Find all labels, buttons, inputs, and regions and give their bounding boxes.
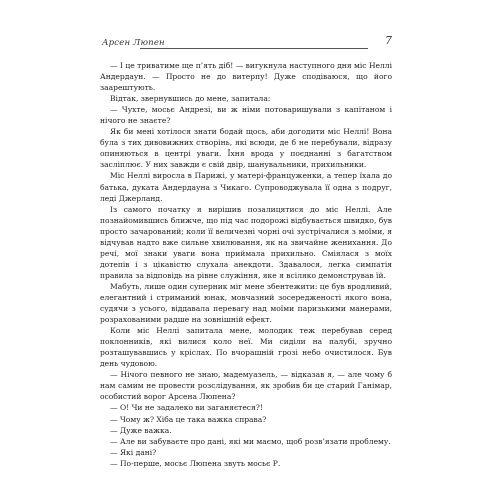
paragraph: — Дуже важка. [110, 425, 172, 435]
paragraph: Як би мені хотілося знати бодай щось, аби догодити міс Неллі! Вона була з тих дивовижних створінь, які всюди, де б не перебували, відразу опиняються в центрі уваги. Їхня врода у поєднанні з багатством засліплює. У них завжди є свій двір, шанувальники, прихильники. [100, 127, 392, 170]
paragraph: Коли міс Неллі запитала мене, молодик теж перебував серед поклонників, які вилися коло неї. Ми сиділи на палубі, зручно розташувавшись у кріслах. По вчорашній грозі небо очистилося. Був день чудовою. [100, 326, 392, 369]
paragraph: — О! Чи не задалеко ви заганяєтеся?! [110, 403, 263, 413]
paragraph: — І це триватиме ще п’ять діб! — вигукнула наступного дня міс Неллі Андердаун. — Просто не до витерпу! Дуже сподіваюся, що його заарештують. [100, 61, 392, 93]
book-page [100, 34, 392, 478]
paragraph: — Чухте, мосьє Андрезі, ви ж німи потоваришували з капітаном і нічого не знаєте? [100, 105, 392, 126]
paragraph: — Чому ж? Хіба це така важка справа? [110, 414, 267, 424]
page-number: 7 [385, 34, 392, 47]
paragraph: — Які дані? [110, 447, 157, 457]
paragraph: Мабуть, лише один суперник міг мене збентежити: це був вродливий, елегантний і стриманий юнак, мовчазний зосередженості якого вона, судячи з усього, віддавала перевагу над моїми паризькими манерами, розрахованими радше на зовнішній ефект. [100, 281, 392, 325]
paragraph: Відтак, звернувшись до мене, запитала: [110, 94, 271, 104]
paragraph: Міс Неллі виросла в Парижі, у матері-француженки, а тепер їхала до батька, дуката Андердауна з Чикаго. Супроводжувала її одна з подруг, леді Джерланд. [100, 171, 392, 203]
running-head: Арсен Люпен [102, 38, 165, 48]
page-header [100, 34, 392, 58]
header-rule [140, 48, 368, 49]
paragraph: — Нічого певного не знаю, мадемуазель, — відказав я, — але чому б нам самим не провести розслідування, як зробив би це старий Ганімар, особистий ворог Арсена Люпена? [100, 370, 392, 402]
paragraph: — По-перше, мосьє Люпена звуть мосьє Р. [110, 458, 281, 468]
paragraph: Із самого початку я вирішив позалицятися до міс Неллі. Але познайомившись ближче, що під час подорожі відбувається швидко, був просто зачарований; коли її величезні чорні очі зустрічалися з моїми, я відчував надто вже сильне хвилювання, як на звичайне женихання. До речі, мої знаки уваги вона приймала прихильно. Сміялася з моїх дотепів і з цікавістю слухала анекдоти. Здавалося, легка симпатія правила за відповідь на рівне служіння, яке я всіляко демонстрував їй. [100, 204, 392, 280]
paragraph: — Але ви забуваєте про дані, які ми маємо, щоб розв’язати проблему. [110, 436, 391, 446]
body-text [100, 60, 392, 469]
